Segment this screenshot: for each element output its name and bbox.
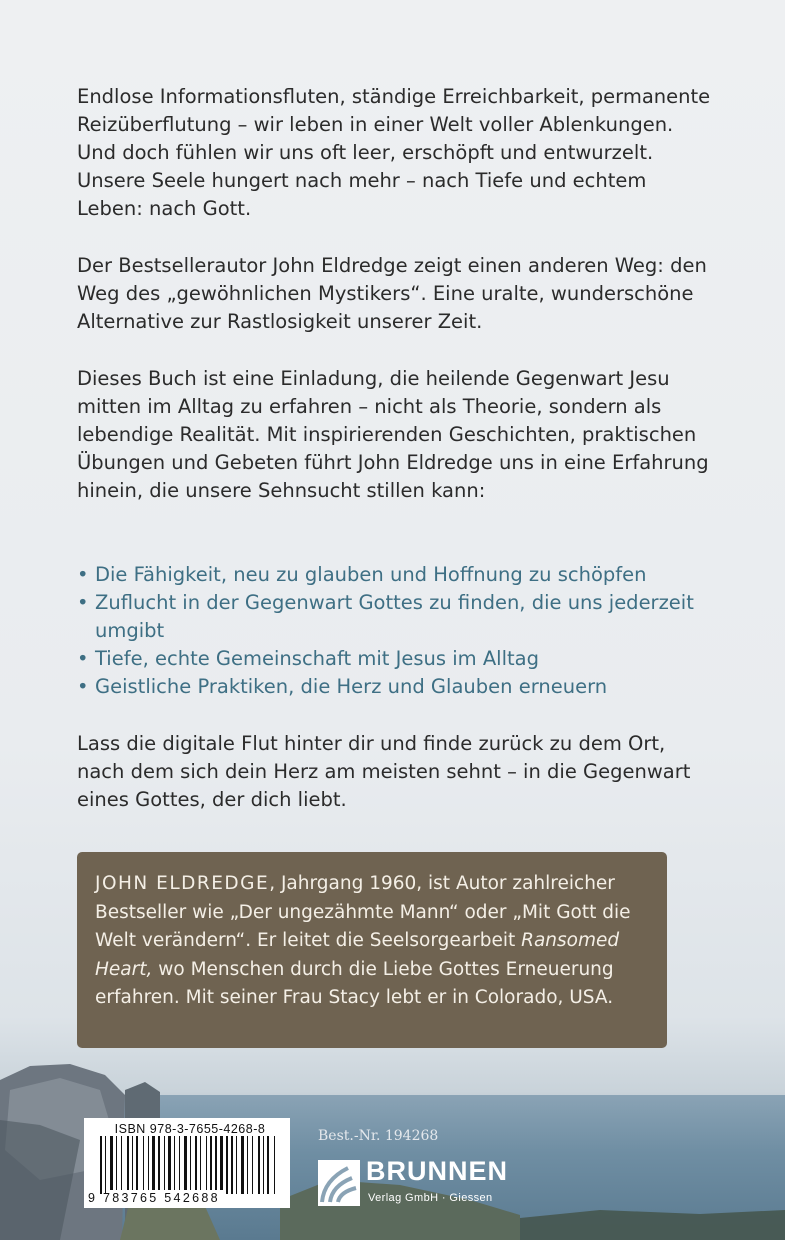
- benefit-text: Geistliche Praktiken, die Herz und Glauben erneuern: [95, 675, 608, 698]
- barcode-bar: [263, 1136, 264, 1194]
- author-bio-text-2: wo Menschen durch die Liebe Gottes Erneuerung erfahren. Mit seiner Frau Stacy lebt er in Colorado, USA.: [95, 958, 614, 1008]
- barcode-bar: [190, 1136, 191, 1190]
- bullet-icon: •: [77, 591, 89, 614]
- description-paragraph-2: Der Bestsellerautor John Eldredge zeigt einen anderen Weg: den Weg des „gewöhnlichen Mystikers“. Eine uralte, wunderschöne Alternative zur Rastlosigkeit unserer Zeit.: [77, 254, 707, 333]
- isbn-barcode: [84, 1118, 290, 1208]
- barcode-bar: [220, 1136, 223, 1190]
- barcode-bar: [184, 1136, 187, 1190]
- publisher-subtitle: Verlag GmbH · Giessen: [368, 1192, 493, 1204]
- barcode-bar: [210, 1136, 212, 1190]
- brunnen-logo-icon: [318, 1160, 360, 1206]
- barcode-bar: [174, 1136, 175, 1190]
- barcode-bar: [274, 1136, 275, 1194]
- barcode-bar: [258, 1136, 260, 1194]
- barcode-bar: [164, 1136, 165, 1190]
- barcode-bar: [247, 1136, 248, 1194]
- barcode-bar: [136, 1136, 138, 1190]
- author-ministry: Ransomed Heart,: [95, 930, 620, 980]
- barcode-bar: [110, 1136, 113, 1190]
- barcode-bar: [148, 1136, 149, 1190]
- bullet-icon: •: [77, 563, 89, 586]
- isbn-label: ISBN 978-3-7655-4268-8: [114, 1122, 266, 1136]
- benefit-item: [77, 673, 717, 701]
- barcode-icon: [86, 1136, 288, 1194]
- benefit-item: [77, 645, 717, 673]
- barcode-bar: [127, 1136, 129, 1190]
- barcode-bar: [132, 1136, 133, 1190]
- benefit-text: Zuflucht in der Gegenwart Gottes zu finden, die uns jederzeit umgibt: [95, 591, 694, 642]
- barcode-bar: [152, 1136, 155, 1190]
- barcode-bar: [215, 1136, 217, 1190]
- bullet-icon: •: [77, 647, 89, 670]
- order-number: Best.-Nr. 194268: [318, 1128, 439, 1144]
- author-bio-text-1: , Jahrgang 1960, ist Autor zahlreicher Bestseller wie „Der ungezähmte Mann“ oder „Mit Gott die Welt verändern“. Er leitet die Seelsorgearbeit: [95, 873, 631, 951]
- benefit-item: [77, 561, 717, 589]
- description-paragraph-1: Endlose Informationsfluten, ständige Erreichbarkeit, permanente Reizüberflutung – wir leben in einer Welt voller Ablenkungen. Und doch fühlen wir uns oft leer, erschöpft und entwurzelt. Unsere Seele hungert nach mehr – nach Tiefe und echtem Leben: nach Gott.: [77, 85, 711, 220]
- barcode-bar: [143, 1136, 144, 1190]
- barcode-bar: [241, 1136, 244, 1194]
- bullet-icon: •: [77, 675, 89, 698]
- barcode-bar: [226, 1136, 228, 1194]
- barcode-bar: [206, 1136, 207, 1190]
- barcode-bar: [168, 1136, 171, 1190]
- barcode-bar: [105, 1136, 106, 1194]
- benefit-text: Tiefe, echte Gemeinschaft mit Jesus im Alltag: [95, 647, 539, 670]
- barcode-bar: [121, 1136, 122, 1190]
- description-paragraph-5: Lass die digitale Flut hinter dir und finde zurück zu dem Ort, nach dem sich dein Herz am meisten sehnt – in die Gegenwart eines Gottes, der dich liebt.: [77, 732, 691, 811]
- barcode-bar: [179, 1136, 180, 1190]
- publisher-name: BRUNNEN: [366, 1156, 508, 1186]
- barcode-bar: [200, 1136, 201, 1190]
- benefits-list: [77, 561, 717, 701]
- barcode-bar: [252, 1136, 253, 1194]
- description-paragraph-3: Dieses Buch ist eine Einladung, die heilende Gegenwart Jesu mitten im Alltag zu erfahren – nicht als Theorie, sondern als lebendige Realität. Mit inspirierenden Geschichten, praktischen Übungen und Gebeten führt John Eldredge uns in eine Erfahrung hinein, die unsere Sehnsucht stillen kann:: [77, 367, 709, 502]
- benefit-item: [77, 589, 717, 645]
- barcode-bar: [195, 1136, 197, 1190]
- barcode-bar: [231, 1136, 233, 1194]
- benefit-text: Die Fähigkeit, neu zu glauben und Hoffnung zu schöpfen: [95, 563, 647, 586]
- barcode-bar: [267, 1136, 269, 1194]
- author-bio-box: [77, 852, 667, 1048]
- isbn-digits: 9 783765 542688: [88, 1191, 220, 1205]
- barcode-bar: [100, 1136, 102, 1194]
- author-name: JOHN ELDREDGE: [95, 873, 270, 894]
- barcode-bar: [116, 1136, 117, 1190]
- barcode-bar: [236, 1136, 237, 1194]
- barcode-bar: [158, 1136, 160, 1190]
